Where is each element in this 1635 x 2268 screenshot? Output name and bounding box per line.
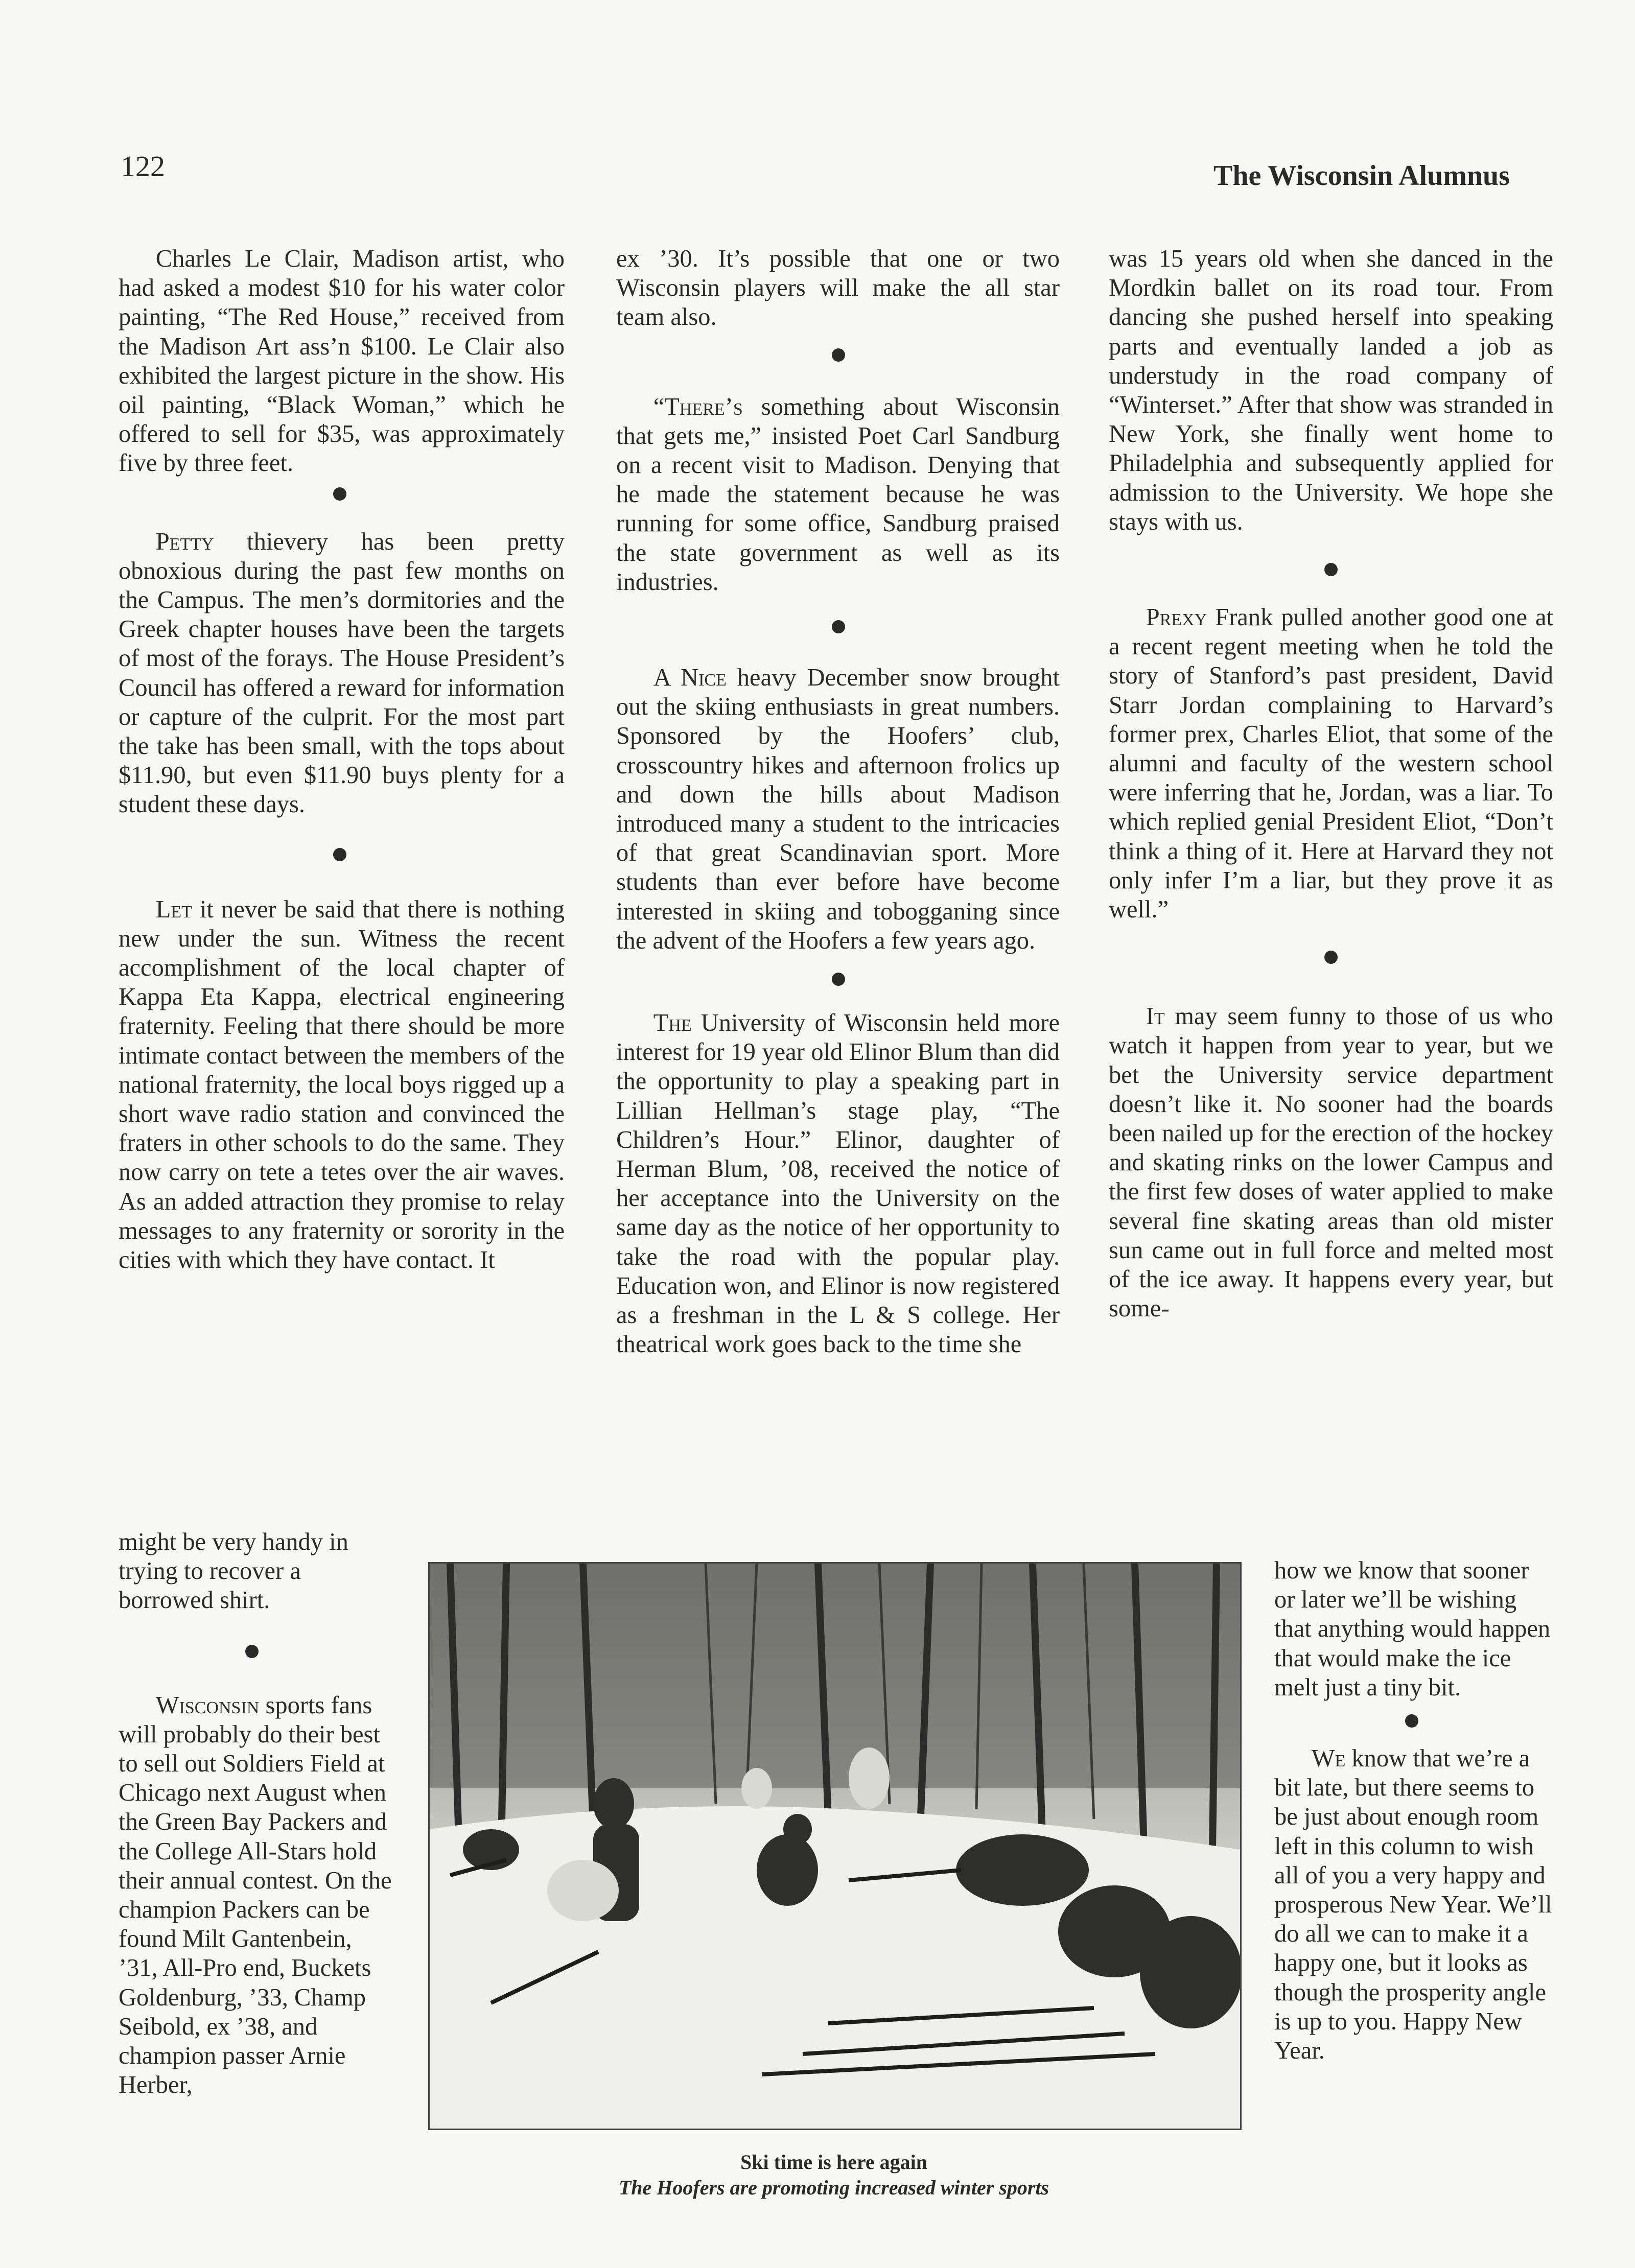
- lead-in: Petty: [155, 528, 214, 555]
- lead-in: A Nice: [653, 664, 727, 692]
- bullet-separator: [832, 620, 845, 633]
- column-2: [616, 244, 1060, 1359]
- paragraph-prexy-frank: [1109, 603, 1553, 924]
- paragraph-text: know that we’re a bit late, but there seems to be just about enough room left in this column to wish all of you a very happy and prosperous New Year. We’ll do all we can to make it a happy one, but it looks as though the prosperity angle is up to you. Happy New Year.: [1274, 1745, 1552, 2065]
- lead-in: “There’s: [653, 393, 743, 420]
- paragraph-petty-thievery: [119, 527, 565, 819]
- bullet-separator: [832, 973, 845, 986]
- paragraph-le-clair: Charles Le Clair, Madison artist, who had asked a modest $10 for his water color painting, “The Red House,” received from the Madison Art ass’n $100. Le Clair also exhibited the largest picture in the show. His oil painting, “Black Woman,” which he offered to sell for $35, was approximately five by three feet.: [119, 245, 565, 477]
- bullet-separator: [832, 348, 845, 362]
- paragraph-text: it never be said that there is nothing new under the sun. Witness the recent accomplishment of the local chapter of Kappa Eta Kappa, electrical engineering fraternity. Feeling that there should be more intimate contact between the members of the national fraternity, the local boys rigged up a short wave radio station and convinced the fraters in other schools to do the same. They now carry on tete a tetes over the air waves. As an added attraction they promise to relay messages to any fraternity or sorority in the cities with which they have contact. It: [119, 895, 565, 1274]
- lead-in: Prexy: [1146, 604, 1207, 631]
- paragraph-text: Frank pulled another good one at a recent regent meeting when he told the story of Stanford’s past president, David Starr Jordan complaining to Harvard’s former prex, Charles Eliot, that some of the alumni and faculty of the western school were inferring that he, Jordan, was a liar. To which replied genial President Eliot, “Don’t think a thing of it. Here at Harvard they not only infer I’m a liar, but they prove it as well.”: [1109, 604, 1553, 924]
- paragraph-text: University of Wisconsin held more interest for 19 year old Elinor Blum than did the opportunity to play a speaking part in Lillian Hellman’s stage play, “The Children’s Hour.” Elinor, daughter of Herman Blum, ’08, received the notice of her acceptance into the University on the same day as the notice of her opportunity to take the road with the popular play. Education won, and Elinor is now registered as a freshman in the L & S college. Her theatrical work goes back to the time she: [616, 1009, 1060, 1358]
- bullet-separator: [1405, 1714, 1418, 1728]
- column-1: [119, 244, 565, 1274]
- ski-photo-illustration: [430, 1564, 1240, 2129]
- paragraph-mordkin: was 15 years old when she danced in the Mordkin ballet on its road tour. From dancing she pushed herself into speaking parts and eventually landed a job as understudy in the road company of “Winterset.” After that show was stranded in New York, she finally went home to Philadelphia and subsequently applied for admission to the University. We hope she stays with us.: [1109, 245, 1553, 535]
- column-3-wrap: [1274, 1556, 1553, 2065]
- column-3: [1109, 244, 1553, 1324]
- paragraph-sandburg: [616, 392, 1060, 597]
- paragraph-wisconsin-sports: [119, 1691, 394, 2100]
- bullet-separator: [333, 487, 346, 501]
- ski-photo: [428, 1562, 1242, 2130]
- caption-title: Ski time is here again: [740, 2151, 927, 2174]
- page-number: 122: [121, 150, 165, 183]
- paragraph-skating-rinks: [1109, 1002, 1553, 1323]
- caption-subtitle: The Hoofers are promoting increased winter sports: [618, 2176, 1049, 2199]
- lead-in: The: [653, 1009, 692, 1037]
- paragraph-text: sports fans will probably do their best to sell out Soldiers Field at Chicago next August when the Green Bay Packers and the College All-Stars hold their annual contest. On the champion Packers can be found Milt Gantenbein, ’31, All-Pro end, Buckets Goldenburg, ’33, Champ Seibold, ex ’38, and champion passer Arnie Herber,: [119, 1691, 392, 2099]
- lead-in: It: [1146, 1003, 1165, 1030]
- lead-in: Let: [155, 895, 192, 923]
- paragraph-happy-new-year: [1274, 1744, 1553, 2065]
- paragraph-skating-rinks-tail: how we know that sooner or later we’ll be wishing that anything would happen that would make the ice melt just a tiny bit.: [1274, 1557, 1551, 1701]
- paragraph-kappa-eta-kappa-tail: might be very handy in trying to recover a borrowed shirt.: [119, 1528, 348, 1614]
- paragraph-text: something about Wisconsin that gets me,” insisted Poet Carl Sandburg on a recent visit to Madison. Denying that he made the statement because he was running for some office, Sandburg praised the state government as well as its industries.: [616, 393, 1060, 596]
- lead-in: Wisconsin: [155, 1691, 260, 1719]
- paragraph-elinor-blum: [616, 1008, 1060, 1359]
- bullet-separator: [1324, 563, 1338, 576]
- bullet-separator: [333, 848, 346, 861]
- photo-caption: [427, 2149, 1241, 2201]
- paragraph-ex-30: ex ’30. It’s possible that one or two Wisconsin players will make the all star team also.: [616, 245, 1060, 331]
- paragraph-kappa-eta-kappa: [119, 895, 565, 1275]
- running-head: The Wisconsin Alumnus: [1213, 160, 1510, 192]
- paragraph-text: heavy December snow brought out the skiing enthusiasts in great numbers. Sponsored by the Hoofers’ club, crosscountry hikes and afternoon frolics up and down the hills about Madison introduced many a student to the intricacies of that great Scandinavian sport. More students than ever before have become interested in skiing and tobogganing since the advent of the Hoofers a few years ago.: [616, 664, 1060, 954]
- paragraph-hoofers: [616, 663, 1060, 955]
- bullet-separator: [1324, 951, 1338, 964]
- lead-in: We: [1311, 1745, 1346, 1773]
- paragraph-text: may seem funny to those of us who watch it happen from year to year, but we bet the University service department doesn’t like it. No sooner had the boards been nailed up for the erection of the hockey and skating rinks on the lower Campus and the first few doses of water applied to make several fine skating areas than old mister sun came out in full force and melted most of the ice away. It happens every year, but some-: [1109, 1003, 1553, 1322]
- bullet-separator: [245, 1645, 259, 1658]
- paragraph-text: thievery has been pretty obnoxious during the past few months on the Campus. The men’s dormitories and the Greek chapter houses have been the targets of most of the forays. The House President’s Council has offered a reward for information or capture of the culprit. For the most part the take has been small, with the tops about $11.90, but even $11.90 buys plenty for a student these days.: [119, 528, 565, 818]
- column-1-wrap: [119, 1527, 394, 2099]
